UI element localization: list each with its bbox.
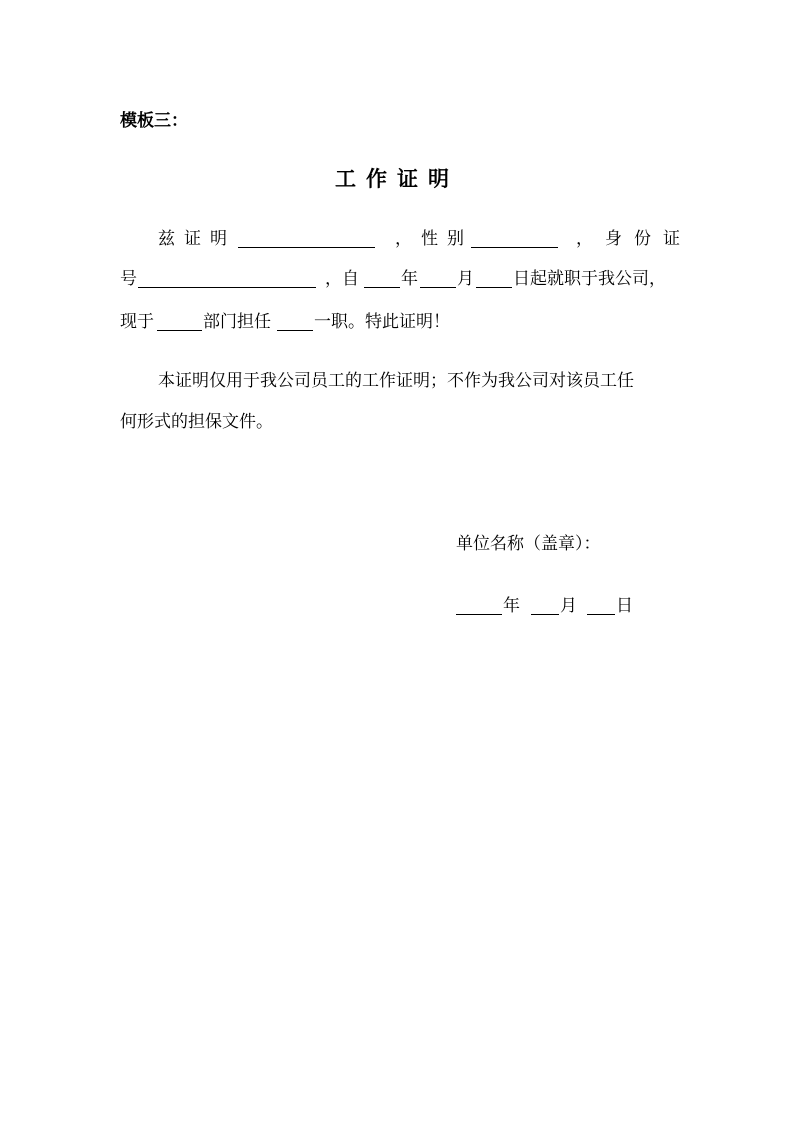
sign-day-label: 日	[616, 596, 633, 616]
template-label: 模板三：	[120, 111, 188, 131]
id-label: ，身份证	[576, 229, 692, 249]
employment-text: 日起就职于我公司，	[513, 269, 666, 289]
since-label: ，自	[325, 269, 359, 289]
department-blank	[157, 313, 202, 331]
sign-day-blank	[587, 597, 615, 615]
gender-blank	[471, 230, 558, 248]
id-label-cont: 号	[120, 269, 137, 289]
sign-month-label: 月	[560, 596, 577, 616]
month-label: 月	[457, 269, 474, 289]
position-blank	[277, 313, 313, 331]
start-day-blank	[476, 270, 512, 288]
id-number-blank	[138, 270, 316, 288]
sign-year-label: 年	[503, 596, 520, 616]
gender-label: ，性别	[395, 229, 473, 249]
sign-year-blank	[456, 597, 502, 615]
start-month-blank	[420, 270, 456, 288]
sign-month-blank	[531, 597, 559, 615]
year-label: 年	[401, 269, 418, 289]
closing-text: 一职。特此证明！	[314, 312, 450, 332]
disclaimer-line-2: 何形式的担保文件。	[120, 412, 273, 432]
document-title: 工作证明	[335, 167, 459, 191]
name-blank	[238, 230, 375, 248]
certify-label: 兹证明	[158, 229, 236, 249]
current-label: 现于	[120, 312, 154, 332]
department-label: 部门担任	[203, 312, 271, 332]
disclaimer-line-1: 本证明仅用于我公司员工的工作证明；不作为我公司对该员工任	[158, 371, 634, 391]
start-year-blank	[364, 270, 400, 288]
unit-seal-label: 单位名称（盖章）：	[456, 534, 601, 554]
